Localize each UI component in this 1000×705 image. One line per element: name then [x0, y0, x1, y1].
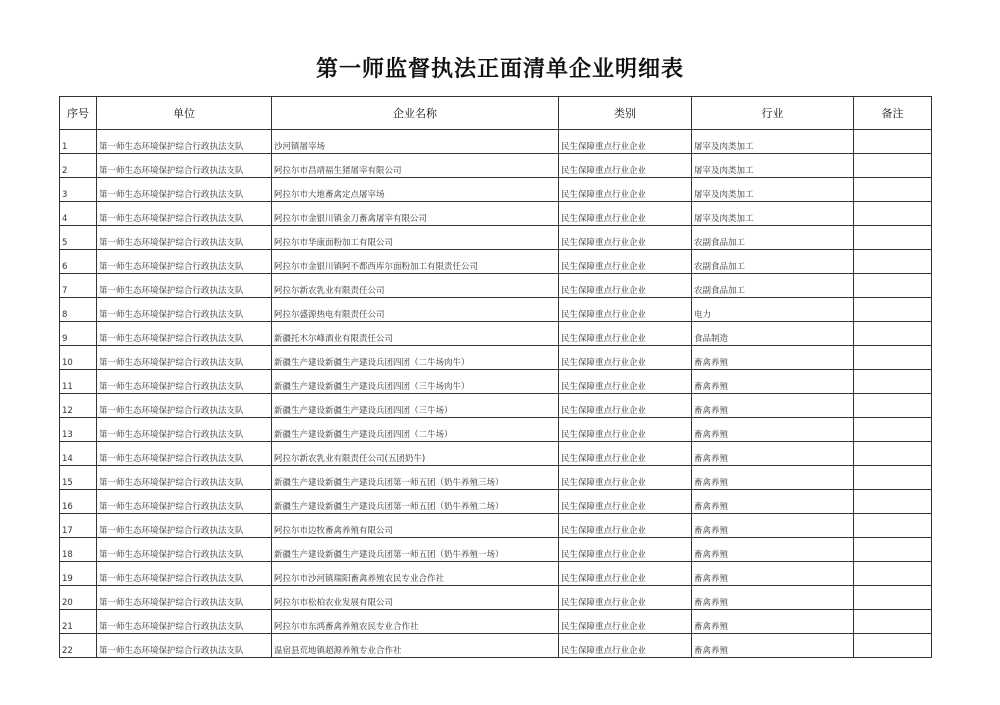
table-row: [60, 394, 932, 418]
cell-remarks: [854, 490, 932, 514]
cell-remarks: [854, 610, 932, 634]
cell-company-name: 新疆生产建设新疆生产建设兵团第一师五团（奶牛养殖三场）: [272, 466, 559, 490]
cell-unit: 第一师生态环境保护综合行政执法支队: [97, 538, 272, 562]
cell-seq: 10: [60, 346, 97, 370]
cell-seq: 11: [60, 370, 97, 394]
cell-unit: 第一师生态环境保护综合行政执法支队: [97, 490, 272, 514]
cell-category: 民生保障重点行业企业: [559, 514, 692, 538]
cell-remarks: [854, 442, 932, 466]
table-row: [60, 586, 932, 610]
cell-industry: 屠宰及肉类加工: [692, 178, 854, 202]
cell-seq: 17: [60, 514, 97, 538]
cell-industry: 农副食品加工: [692, 250, 854, 274]
cell-remarks: [854, 298, 932, 322]
cell-industry: 畜禽养殖: [692, 394, 854, 418]
cell-unit: 第一师生态环境保护综合行政执法支队: [97, 178, 272, 202]
cell-industry: 屠宰及肉类加工: [692, 130, 854, 154]
cell-company-name: 阿拉尔市沙河镇瑞阳畜禽养殖农民专业合作社: [272, 562, 559, 586]
cell-industry: 畜禽养殖: [692, 418, 854, 442]
cell-company-name: 新疆生产建设新疆生产建设兵团四团（二牛场肉牛）: [272, 346, 559, 370]
cell-industry: 畜禽养殖: [692, 490, 854, 514]
cell-category: 民生保障重点行业企业: [559, 490, 692, 514]
cell-unit: 第一师生态环境保护综合行政执法支队: [97, 130, 272, 154]
cell-company-name: 阿拉尔新农乳业有限责任公司(五团奶牛): [272, 442, 559, 466]
cell-unit: 第一师生态环境保护综合行政执法支队: [97, 634, 272, 658]
cell-company-name: 新疆生产建设新疆生产建设兵团四团（三牛场）: [272, 394, 559, 418]
cell-seq: 15: [60, 466, 97, 490]
cell-unit: 第一师生态环境保护综合行政执法支队: [97, 202, 272, 226]
cell-company-name: 新疆生产建设新疆生产建设兵团四团（二牛场）: [272, 418, 559, 442]
cell-company-name: 新疆生产建设新疆生产建设兵团四团（三牛场肉牛）: [272, 370, 559, 394]
cell-seq: 6: [60, 250, 97, 274]
cell-seq: 18: [60, 538, 97, 562]
cell-unit: 第一师生态环境保护综合行政执法支队: [97, 226, 272, 250]
cell-industry: 畜禽养殖: [692, 370, 854, 394]
table-row: [60, 634, 932, 658]
cell-remarks: [854, 586, 932, 610]
cell-company-name: 新疆生产建设新疆生产建设兵团第一师五团（奶牛养殖一场）: [272, 538, 559, 562]
cell-remarks: [854, 370, 932, 394]
cell-category: 民生保障重点行业企业: [559, 562, 692, 586]
cell-company-name: 阿拉尔市昌靖福生猪屠宰有限公司: [272, 154, 559, 178]
cell-remarks: [854, 418, 932, 442]
cell-industry: 畜禽养殖: [692, 562, 854, 586]
cell-remarks: [854, 322, 932, 346]
header-category: 类别: [559, 97, 692, 130]
cell-seq: 22: [60, 634, 97, 658]
cell-remarks: [854, 274, 932, 298]
cell-industry: 畜禽养殖: [692, 538, 854, 562]
cell-category: 民生保障重点行业企业: [559, 298, 692, 322]
cell-industry: 畜禽养殖: [692, 634, 854, 658]
cell-seq: 3: [60, 178, 97, 202]
cell-category: 民生保障重点行业企业: [559, 154, 692, 178]
cell-seq: 1: [60, 130, 97, 154]
cell-unit: 第一师生态环境保护综合行政执法支队: [97, 586, 272, 610]
cell-remarks: [854, 466, 932, 490]
cell-remarks: [854, 394, 932, 418]
cell-category: 民生保障重点行业企业: [559, 586, 692, 610]
table-row: [60, 418, 932, 442]
cell-seq: 13: [60, 418, 97, 442]
cell-remarks: [854, 178, 932, 202]
cell-category: 民生保障重点行业企业: [559, 250, 692, 274]
cell-unit: 第一师生态环境保护综合行政执法支队: [97, 394, 272, 418]
header-unit: 单位: [97, 97, 272, 130]
cell-company-name: 阿拉尔市东鸿畜禽养殖农民专业合作社: [272, 610, 559, 634]
cell-remarks: [854, 226, 932, 250]
cell-unit: 第一师生态环境保护综合行政执法支队: [97, 442, 272, 466]
cell-seq: 19: [60, 562, 97, 586]
table-body: [60, 130, 932, 658]
cell-seq: 16: [60, 490, 97, 514]
cell-company-name: 阿拉尔新农乳业有限责任公司: [272, 274, 559, 298]
cell-category: 民生保障重点行业企业: [559, 418, 692, 442]
cell-unit: 第一师生态环境保护综合行政执法支队: [97, 346, 272, 370]
cell-category: 民生保障重点行业企业: [559, 130, 692, 154]
cell-seq: 7: [60, 274, 97, 298]
header-remarks: 备注: [854, 97, 932, 130]
cell-category: 民生保障重点行业企业: [559, 634, 692, 658]
table-row: [60, 514, 932, 538]
cell-category: 民生保障重点行业企业: [559, 202, 692, 226]
table-row: [60, 154, 932, 178]
cell-seq: 9: [60, 322, 97, 346]
table-row: [60, 538, 932, 562]
cell-seq: 14: [60, 442, 97, 466]
header-company-name: 企业名称: [272, 97, 559, 130]
cell-seq: 2: [60, 154, 97, 178]
cell-remarks: [854, 538, 932, 562]
table-row: [60, 226, 932, 250]
cell-remarks: [854, 202, 932, 226]
cell-industry: 农副食品加工: [692, 274, 854, 298]
cell-category: 民生保障重点行业企业: [559, 394, 692, 418]
table-row: [60, 610, 932, 634]
cell-industry: 农副食品加工: [692, 226, 854, 250]
cell-industry: 畜禽养殖: [692, 346, 854, 370]
cell-remarks: [854, 634, 932, 658]
cell-company-name: 阿拉尔市边牧畜禽养殖有限公司: [272, 514, 559, 538]
table-row: [60, 274, 932, 298]
cell-unit: 第一师生态环境保护综合行政执法支队: [97, 322, 272, 346]
cell-remarks: [854, 562, 932, 586]
cell-seq: 8: [60, 298, 97, 322]
cell-seq: 5: [60, 226, 97, 250]
cell-seq: 20: [60, 586, 97, 610]
cell-remarks: [854, 130, 932, 154]
cell-company-name: 阿拉尔市华康面粉加工有限公司: [272, 226, 559, 250]
cell-industry: 畜禽养殖: [692, 586, 854, 610]
header-industry: 行业: [692, 97, 854, 130]
cell-unit: 第一师生态环境保护综合行政执法支队: [97, 418, 272, 442]
cell-seq: 21: [60, 610, 97, 634]
header-row: [60, 97, 932, 130]
cell-industry: 畜禽养殖: [692, 610, 854, 634]
cell-category: 民生保障重点行业企业: [559, 274, 692, 298]
cell-unit: 第一师生态环境保护综合行政执法支队: [97, 250, 272, 274]
table-row: [60, 346, 932, 370]
cell-unit: 第一师生态环境保护综合行政执法支队: [97, 154, 272, 178]
cell-industry: 畜禽养殖: [692, 514, 854, 538]
table-row: [60, 322, 932, 346]
enterprise-list-table: [59, 96, 932, 658]
cell-company-name: 阿拉尔市金银川镇金刀畜禽屠宰有限公司: [272, 202, 559, 226]
cell-unit: 第一师生态环境保护综合行政执法支队: [97, 562, 272, 586]
table-header: [60, 97, 932, 130]
cell-category: 民生保障重点行业企业: [559, 370, 692, 394]
cell-company-name: 阿拉尔市金银川镇阿不都西库尔面粉加工有限责任公司: [272, 250, 559, 274]
table-row: [60, 250, 932, 274]
cell-category: 民生保障重点行业企业: [559, 346, 692, 370]
cell-company-name: 阿拉尔盛源热电有限责任公司: [272, 298, 559, 322]
cell-category: 民生保障重点行业企业: [559, 226, 692, 250]
table-row: [60, 562, 932, 586]
table-row: [60, 490, 932, 514]
cell-industry: 电力: [692, 298, 854, 322]
cell-category: 民生保障重点行业企业: [559, 178, 692, 202]
cell-unit: 第一师生态环境保护综合行政执法支队: [97, 466, 272, 490]
cell-seq: 12: [60, 394, 97, 418]
cell-company-name: 沙河镇屠宰场: [272, 130, 559, 154]
cell-company-name: 新疆生产建设新疆生产建设兵团第一师五团（奶牛养殖二场）: [272, 490, 559, 514]
table-row: [60, 130, 932, 154]
table-row: [60, 202, 932, 226]
header-seq: 序号: [60, 97, 97, 130]
cell-industry: 屠宰及肉类加工: [692, 154, 854, 178]
table-row: [60, 442, 932, 466]
cell-remarks: [854, 250, 932, 274]
cell-unit: 第一师生态环境保护综合行政执法支队: [97, 610, 272, 634]
table-row: [60, 178, 932, 202]
cell-category: 民生保障重点行业企业: [559, 322, 692, 346]
cell-category: 民生保障重点行业企业: [559, 610, 692, 634]
cell-company-name: 温宿县荒地镇超源养殖专业合作社: [272, 634, 559, 658]
cell-company-name: 阿拉尔市松柏农业发展有限公司: [272, 586, 559, 610]
cell-industry: 食品制造: [692, 322, 854, 346]
cell-industry: 屠宰及肉类加工: [692, 202, 854, 226]
cell-category: 民生保障重点行业企业: [559, 466, 692, 490]
cell-remarks: [854, 346, 932, 370]
cell-remarks: [854, 154, 932, 178]
cell-company-name: 新疆托木尔峰酒业有限责任公司: [272, 322, 559, 346]
table-row: [60, 370, 932, 394]
page-title: 第一师监督执法正面清单企业明细表: [315, 56, 684, 82]
cell-unit: 第一师生态环境保护综合行政执法支队: [97, 298, 272, 322]
cell-seq: 4: [60, 202, 97, 226]
cell-industry: 畜禽养殖: [692, 442, 854, 466]
cell-remarks: [854, 514, 932, 538]
cell-unit: 第一师生态环境保护综合行政执法支队: [97, 370, 272, 394]
cell-company-name: 阿拉尔市大地畜禽定点屠宰场: [272, 178, 559, 202]
cell-unit: 第一师生态环境保护综合行政执法支队: [97, 514, 272, 538]
cell-category: 民生保障重点行业企业: [559, 538, 692, 562]
cell-category: 民生保障重点行业企业: [559, 442, 692, 466]
table-row: [60, 298, 932, 322]
cell-unit: 第一师生态环境保护综合行政执法支队: [97, 274, 272, 298]
cell-industry: 畜禽养殖: [692, 466, 854, 490]
table-row: [60, 466, 932, 490]
